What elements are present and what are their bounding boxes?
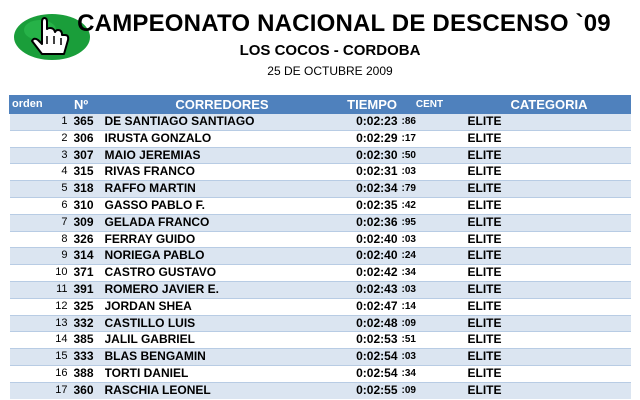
table-row — [10, 147, 631, 164]
row-time: 0:02:40 — [340, 231, 398, 248]
row-orden: 12 — [10, 298, 74, 315]
row-cent: :17 — [398, 130, 458, 147]
table-row — [10, 114, 631, 131]
row-cent: :24 — [398, 248, 458, 265]
row-orden: 9 — [10, 248, 74, 265]
row-time: 0:02:30 — [340, 147, 398, 164]
row-time: 0:02:55 — [340, 382, 398, 398]
row-cent: :42 — [398, 197, 458, 214]
row-number: 307 — [74, 147, 105, 164]
row-time: 0:02:48 — [340, 315, 398, 332]
row-number: 318 — [74, 181, 105, 198]
row-time: 0:02:35 — [340, 197, 398, 214]
row-category: ELITE — [458, 214, 631, 231]
row-cent: :03 — [398, 281, 458, 298]
row-orden: 6 — [10, 197, 74, 214]
column-header-time: TIEMPO — [340, 96, 398, 114]
row-number: 325 — [74, 298, 105, 315]
row-category: ELITE — [458, 298, 631, 315]
row-rider-name: NORIEGA PABLO — [105, 248, 340, 265]
row-number: 365 — [74, 114, 105, 131]
row-number: 371 — [74, 265, 105, 282]
column-header-number: Nº — [74, 96, 105, 114]
row-rider-name: TORTI DANIEL — [105, 365, 340, 382]
table-row — [10, 181, 631, 198]
row-number: 315 — [74, 164, 105, 181]
row-category: ELITE — [458, 231, 631, 248]
row-rider-name: CASTILLO LUIS — [105, 315, 340, 332]
row-rider-name: JORDAN SHEA — [105, 298, 340, 315]
row-orden: 2 — [10, 130, 74, 147]
row-cent: :03 — [398, 231, 458, 248]
row-orden: 5 — [10, 181, 74, 198]
row-orden: 4 — [10, 164, 74, 181]
results-body — [10, 114, 631, 399]
table-row — [10, 214, 631, 231]
table-row — [10, 130, 631, 147]
row-time: 0:02:43 — [340, 281, 398, 298]
row-rider-name: GASSO PABLO F. — [105, 197, 340, 214]
row-cent: :14 — [398, 298, 458, 315]
row-rider-name: ROMERO JAVIER E. — [105, 281, 340, 298]
row-time: 0:02:34 — [340, 181, 398, 198]
row-rider-name: RIVAS FRANCO — [105, 164, 340, 181]
table-row — [10, 281, 631, 298]
row-cent: :86 — [398, 114, 458, 131]
row-cent: :50 — [398, 147, 458, 164]
row-category: ELITE — [458, 265, 631, 282]
row-cent: :09 — [398, 382, 458, 398]
row-time: 0:02:54 — [340, 349, 398, 366]
row-orden: 8 — [10, 231, 74, 248]
table-row — [10, 332, 631, 349]
table-row — [10, 349, 631, 366]
row-number: 314 — [74, 248, 105, 265]
row-cent: :34 — [398, 365, 458, 382]
table-row — [10, 315, 631, 332]
row-category: ELITE — [458, 197, 631, 214]
row-orden: 1 — [10, 114, 74, 131]
row-rider-name: DE SANTIAGO SANTIAGO — [105, 114, 340, 131]
row-rider-name: GELADA FRANCO — [105, 214, 340, 231]
table-row — [10, 197, 631, 214]
row-number: 360 — [74, 382, 105, 398]
row-orden: 14 — [10, 332, 74, 349]
row-orden: 10 — [10, 265, 74, 282]
row-time: 0:02:42 — [340, 265, 398, 282]
row-category: ELITE — [458, 382, 631, 398]
row-category: ELITE — [458, 281, 631, 298]
row-category: ELITE — [458, 181, 631, 198]
row-orden: 16 — [10, 365, 74, 382]
table-header-row — [10, 96, 631, 114]
row-category: ELITE — [458, 147, 631, 164]
row-time: 0:02:47 — [340, 298, 398, 315]
row-orden: 15 — [10, 349, 74, 366]
row-time: 0:02:54 — [340, 365, 398, 382]
row-rider-name: FERRAY GUIDO — [105, 231, 340, 248]
row-category: ELITE — [458, 332, 631, 349]
row-cent: :34 — [398, 265, 458, 282]
row-number: 391 — [74, 281, 105, 298]
row-category: ELITE — [458, 114, 631, 131]
row-number: 310 — [74, 197, 105, 214]
table-row — [10, 265, 631, 282]
row-category: ELITE — [458, 248, 631, 265]
row-orden: 17 — [10, 382, 74, 398]
row-rider-name: CASTRO GUSTAVO — [105, 265, 340, 282]
column-header-orden: orden — [10, 96, 74, 114]
column-header-cent: CENT — [398, 96, 458, 114]
row-number: 326 — [74, 231, 105, 248]
table-row — [10, 298, 631, 315]
row-time: 0:02:29 — [340, 130, 398, 147]
row-orden: 7 — [10, 214, 74, 231]
row-time: 0:02:53 — [340, 332, 398, 349]
table-row — [10, 164, 631, 181]
row-number: 332 — [74, 315, 105, 332]
event-date: 25 DE OCTUBRE 2009 — [267, 64, 393, 78]
row-number: 309 — [74, 214, 105, 231]
row-cent: :79 — [398, 181, 458, 198]
row-time: 0:02:36 — [340, 214, 398, 231]
row-number: 306 — [74, 130, 105, 147]
event-location: LOS COCOS - CORDOBA — [239, 42, 421, 59]
row-category: ELITE — [458, 130, 631, 147]
row-cent: :03 — [398, 349, 458, 366]
column-header-riders: CORREDORES — [105, 96, 340, 114]
results-table — [9, 95, 631, 399]
row-category: ELITE — [458, 315, 631, 332]
page-title: CAMPEONATO NACIONAL DE DESCENSO `09 — [77, 10, 611, 37]
table-row — [10, 248, 631, 265]
table-row — [10, 365, 631, 382]
row-number: 385 — [74, 332, 105, 349]
row-orden: 3 — [10, 147, 74, 164]
column-header-category: CATEGORIA — [458, 96, 631, 114]
row-orden: 11 — [10, 281, 74, 298]
row-rider-name: RASCHIA LEONEL — [105, 382, 340, 398]
table-row — [10, 231, 631, 248]
row-cent: :95 — [398, 214, 458, 231]
row-category: ELITE — [458, 164, 631, 181]
row-rider-name: BLAS BENGAMIN — [105, 349, 340, 366]
row-rider-name: RAFFO MARTIN — [105, 181, 340, 198]
row-time: 0:02:31 — [340, 164, 398, 181]
row-rider-name: MAIO JEREMIAS — [105, 147, 340, 164]
table-row — [10, 382, 631, 398]
row-rider-name: IRUSTA GONZALO — [105, 130, 340, 147]
row-time: 0:02:23 — [340, 114, 398, 131]
row-number: 333 — [74, 349, 105, 366]
row-number: 388 — [74, 365, 105, 382]
row-category: ELITE — [458, 365, 631, 382]
row-cent: :03 — [398, 164, 458, 181]
row-cent: :09 — [398, 315, 458, 332]
row-category: ELITE — [458, 349, 631, 366]
row-rider-name: JALIL GABRIEL — [105, 332, 340, 349]
row-orden: 13 — [10, 315, 74, 332]
row-time: 0:02:40 — [340, 248, 398, 265]
row-cent: :51 — [398, 332, 458, 349]
